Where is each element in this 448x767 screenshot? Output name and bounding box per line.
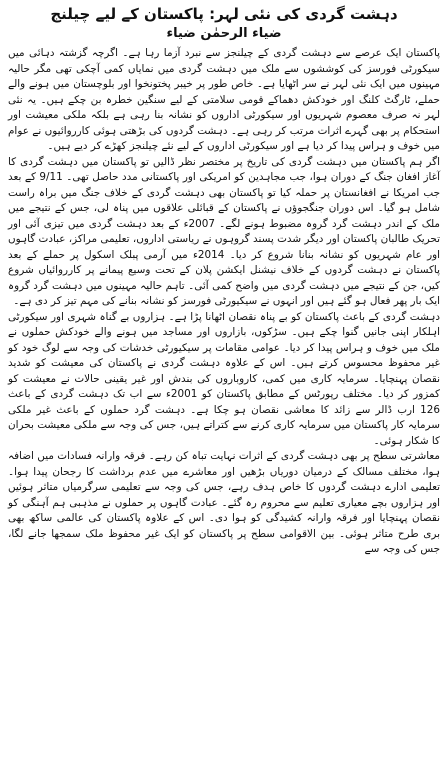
article-title: دہشت گردی کی نئی لہر: پاکستان کے لیے چیلنج [50, 5, 398, 23]
article-body [8, 46, 440, 558]
article-paragraph: اگر ہم پاکستان میں دہشت گردی کی تاریخ پر مختصر نظر ڈالیں تو پاکستان میں دہشت گردی کا آغاز افغان جنگ کے دوران ہوا، جب مجاہدین کو امریکی اور پاکستانی مدد حاصل تھی۔ 9/11 کے بعد جب امریکا نے افغانستان پر حملہ کیا تو پاکستان بھی دہشت گردی کے خلاف جنگ میں براہ راست شامل ہو گیا۔ اس دوران جنگجوؤں نے پاکستان کے قبائلی علاقوں میں پناہ لی، جس کے نتیجے میں ملک کے اندر دہشت گرد گروہ مضبوط ہونے لگے۔ 2007ء کے بعد دہشت گردی میں تیزی آئی اور تحریک طالبان پاکستان اور دیگر شدت پسند گروہوں نے ریاستی اداروں، تعلیمی مراکز، عبادت گاہوں اور عام شہریوں کو نشانہ بنانا شروع کر دیا۔ 2014ء میں آرمی پبلک اسکول پر حملے کے بعد پاکستان نے دہشت گردوں کے خلاف نیشنل ایکشن پلان کے تحت وسیع پیمانے پر کارروائیاں شروع کیں، جن کے نتیجے میں دہشت گردی میں واضح کمی آئی۔ تاہم حالیہ مہینوں میں دہشت گرد گروہ ایک بار پھر فعال ہو گئے ہیں اور انہوں نے سیکیورٹی فورسز کو نشانہ بنانے کی مہم تیز کر دی ہے۔ [8, 155, 440, 307]
article-paragraph: معاشرتی سطح پر بھی دہشت گردی کے اثرات نہایت تباہ کن رہے۔ فرقہ وارانہ فسادات میں اضافہ ہوا، مختلف مسالک کے درمیان دوریاں بڑھیں اور معاشرے میں عدم برداشت کا رجحان پیدا ہوا۔ تعلیمی ادارے دہشت گردوں کا خاص ہدف رہے، جس کی وجہ سے تعلیمی سرگرمیاں متاثر ہوئیں اور ہزاروں بچے معیاری تعلیم سے محروم رہ گئے۔ عبادت گاہوں پر حملوں نے مذہبی ہم آہنگی کو نقصان پہنچایا اور فرقہ وارانہ کشیدگی کو ہوا دی۔ اس کے علاوہ پاکستان کی عالمی ساکھ بھی بری طرح متاثر ہوئی۔ بین الاقوامی سطح پر پاکستان کو ایک غیر محفوظ ملک سمجھا جانے لگا، جس کی وجہ سے [8, 450, 440, 555]
article-paragraph: پاکستان ایک عرصے سے دہشت گردی کے چیلنجز سے نبرد آزما رہا ہے۔ اگرچہ گزشتہ دہائی میں سیکورٹی فورسز کی کوششوں سے ملک میں دہشت گردی میں نمایاں کمی آچکی تھی مگر حالیہ مہینوں میں ایک نئی لہر نے سر اٹھایا ہے۔ خاص طور پر خیبر پختونخوا اور بلوچستان میں ہونے والے حملے، ٹارگٹ کلنگ اور خودکش دھماکے قومی سلامتی کے لیے سنگین خطرہ بن چکے ہیں۔ یہ نئی لہر نہ صرف معصوم شہریوں اور سیکورٹی اداروں کو نشانہ بنا رہی ہے بلکہ ملکی معیشت اور استحکام پر بھی گہرے اثرات مرتب کر رہی ہے۔ دہشت گردوں کی بڑھتی ہوئی کارروائیوں نے عوام میں خوف و ہراس پیدا کر دیا ہے اور سیکورٹی اداروں کے لیے نئے چیلنجز کھڑے کر دیے ہیں۔ [8, 47, 440, 152]
article-paragraph: دہشت گردی کے باعث پاکستان کو بے پناہ نقصان اٹھانا پڑا ہے۔ ہزاروں بے گناہ شہری اور سیکورٹی اہلکار اپنی جانیں گنوا چکے ہیں۔ سڑکوں، بازاروں اور مساجد میں ہونے والے خودکش حملوں نے ملک میں خوف و ہراس پیدا کر دیا۔ عوامی مقامات پر سیکیورٹی خدشات کی وجہ سے لوگ خود کو غیر محفوظ محسوس کرتے ہیں۔ اس کے علاوہ دہشت گردی نے پاکستان کی معیشت کو شدید نقصان پہنچایا۔ سرمایہ کاری میں کمی، کاروباروں کی بندش اور غیر یقینی حالات نے معیشت کو کمزور کر دیا۔ مختلف رپورٹس کے مطابق پاکستان کو 2001ء سے اب تک دہشت گردی کے باعث 126 ارب ڈالر سے زائد کا معاشی نقصان ہو چکا ہے۔ دہشت گرد حملوں کے باعث غیر ملکی سرمایہ کار پاکستان میں سرمایہ کاری کرنے سے کتراتے ہیں، جس کی وجہ سے ملکی معیشت بحران کا شکار ہوئی۔ [8, 310, 440, 447]
article-author: ضیاء الرحمٰن ضیاء [166, 26, 282, 41]
